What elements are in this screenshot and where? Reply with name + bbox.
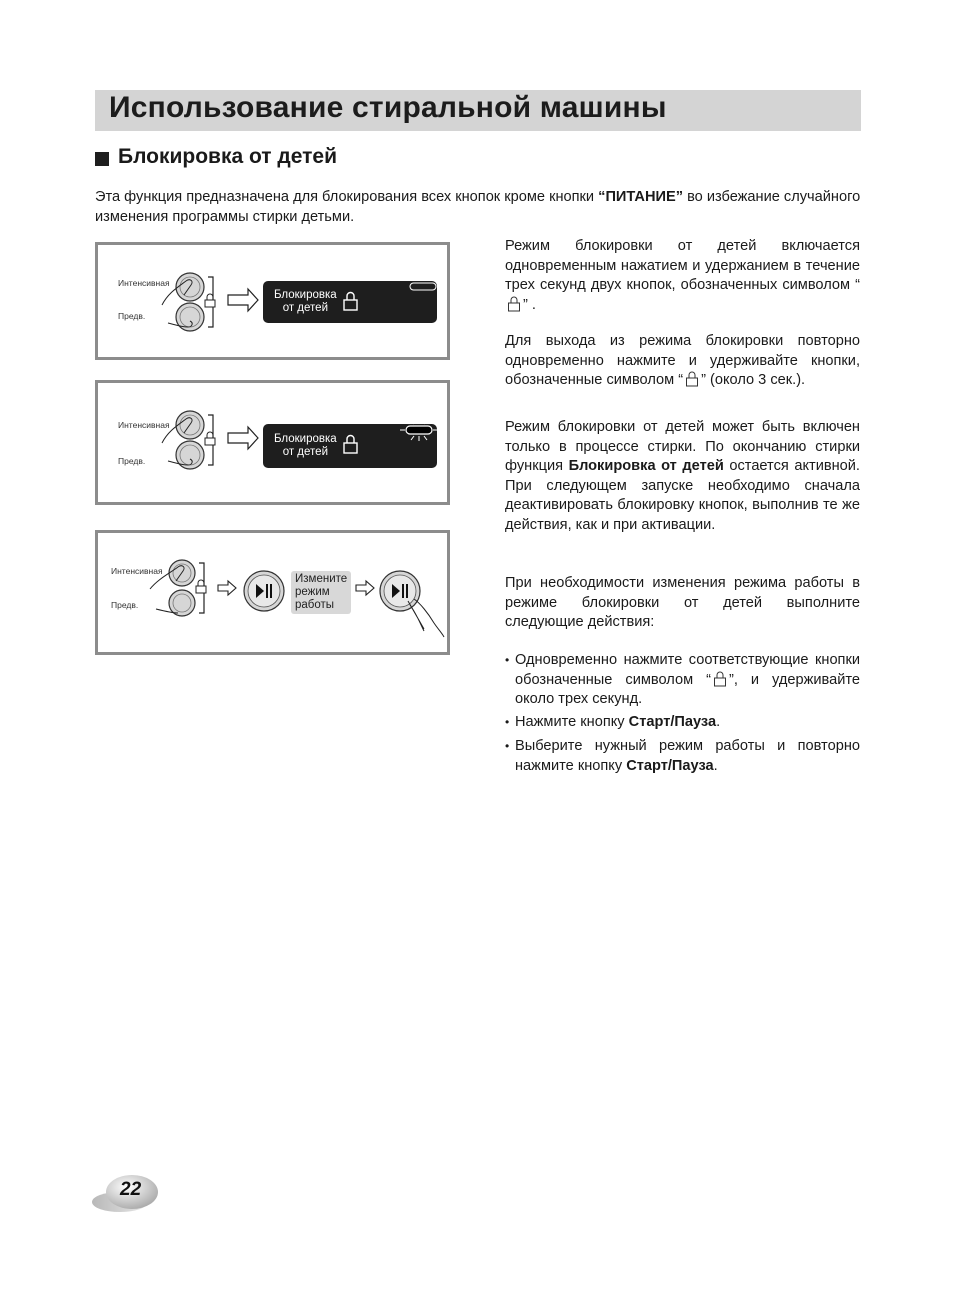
change-mode-box — [291, 571, 351, 614]
start-pause-button — [380, 571, 420, 611]
button-label-prewash: Предв. — [118, 311, 146, 321]
display-line-2: от детей — [282, 302, 328, 314]
text-span: Для выхода из режима блокировки повторно одновременно нажмите и удерживайте кнопки, обозначенные символом “ — [505, 333, 860, 389]
figure-3-drawing — [98, 533, 447, 652]
right-arrow-icon — [218, 581, 236, 595]
display-line-1: Блокировка — [274, 289, 337, 301]
right-arrow-icon — [228, 289, 258, 311]
figure-lock-indicator — [95, 380, 450, 505]
change-line-3: работы — [295, 599, 335, 611]
right-arrow-icon — [356, 581, 374, 595]
section-heading — [95, 145, 337, 169]
intro-paragraph — [95, 187, 865, 227]
paragraph-change-mode: При необходимости изменения режима работы в режиме блокировки от детей выполните следующие действия: — [505, 575, 860, 631]
intro-text-end: во избежание случайного изменения программы стирки детьми. — [95, 189, 861, 225]
page-number: 22 — [120, 1179, 142, 1200]
text-span: остается активной. При следующем запуске необходимо сначала деактивировать блокировку кнопок, выполнив те же действия, как и при активации. — [505, 458, 860, 533]
text-span: ” . — [523, 296, 536, 313]
bold-span: Старт/Пауза — [626, 757, 714, 774]
button-label-intensive: Интенсивная — [118, 420, 170, 430]
paragraph-activate — [505, 237, 860, 315]
intro-text: Эта функция предназначена для блокирования всех кнопок кроме кнопки — [95, 189, 599, 205]
figure-lock-activate — [95, 242, 450, 360]
button-label-prewash: Предв. — [111, 600, 139, 610]
button-label-prewash: Предв. — [118, 456, 146, 466]
child-lock-icon — [507, 296, 521, 312]
text-span: . — [716, 714, 721, 730]
page-title: Использование стиральной машины — [109, 91, 667, 124]
display-line-2: от детей — [282, 446, 328, 458]
text-span: ” (около 3 сек.). — [701, 372, 806, 389]
display-text — [274, 433, 337, 459]
paragraph-wash-only — [505, 418, 860, 536]
section-title: Блокировка от детей — [118, 145, 338, 168]
text-span: Режим блокировки от детей включается одновременным нажатием и удержанием в течение трех секунд двух кнопок, обозначенных символом “ — [505, 238, 860, 294]
child-lock-icon — [713, 671, 727, 687]
button-label-intensive: Интенсивная — [118, 278, 170, 288]
paragraph-deactivate — [505, 332, 860, 391]
text-span: Режим блокировки от детей может быть включен только в процессе стирки. По окончанию стирки функция — [505, 419, 860, 475]
page-title-bar — [95, 90, 861, 131]
section-bullet-square — [95, 152, 109, 166]
bullet-item — [505, 737, 860, 776]
figure-1-drawing — [98, 245, 447, 357]
change-line-2: режим — [295, 586, 330, 598]
text-span: . — [713, 757, 718, 774]
child-lock-icon — [685, 371, 699, 387]
bold-span: Блокировка от детей — [568, 458, 724, 475]
start-pause-button — [244, 571, 284, 611]
bullet-item — [505, 651, 860, 710]
right-arrow-icon — [228, 427, 258, 449]
figure-change-mode — [95, 530, 450, 655]
button-label-intensive: Интенсивная — [111, 566, 163, 576]
display-line-1: Блокировка — [274, 433, 337, 445]
bullet-item — [505, 713, 860, 733]
text-span: Нажмите кнопку — [515, 714, 629, 730]
text-span: Выберите нужный режим работы и повторно нажмите кнопку — [515, 738, 860, 774]
figure-2-drawing — [98, 383, 447, 502]
text-span: ”, и удерживайте около трех секунд. — [515, 671, 860, 708]
bold-span: Старт/Пауза — [628, 714, 717, 730]
text-span: Одновременно нажмите соответствующие кнопки обозначенные символом “ — [515, 652, 860, 688]
display-text — [274, 289, 337, 315]
intro-power-label: “ПИТАНИЕ” — [598, 189, 684, 205]
page-number-badge — [92, 1172, 162, 1214]
change-line-1: Измените — [295, 573, 348, 585]
indicator-blinking — [406, 426, 432, 434]
panel-buttons — [176, 273, 204, 331]
